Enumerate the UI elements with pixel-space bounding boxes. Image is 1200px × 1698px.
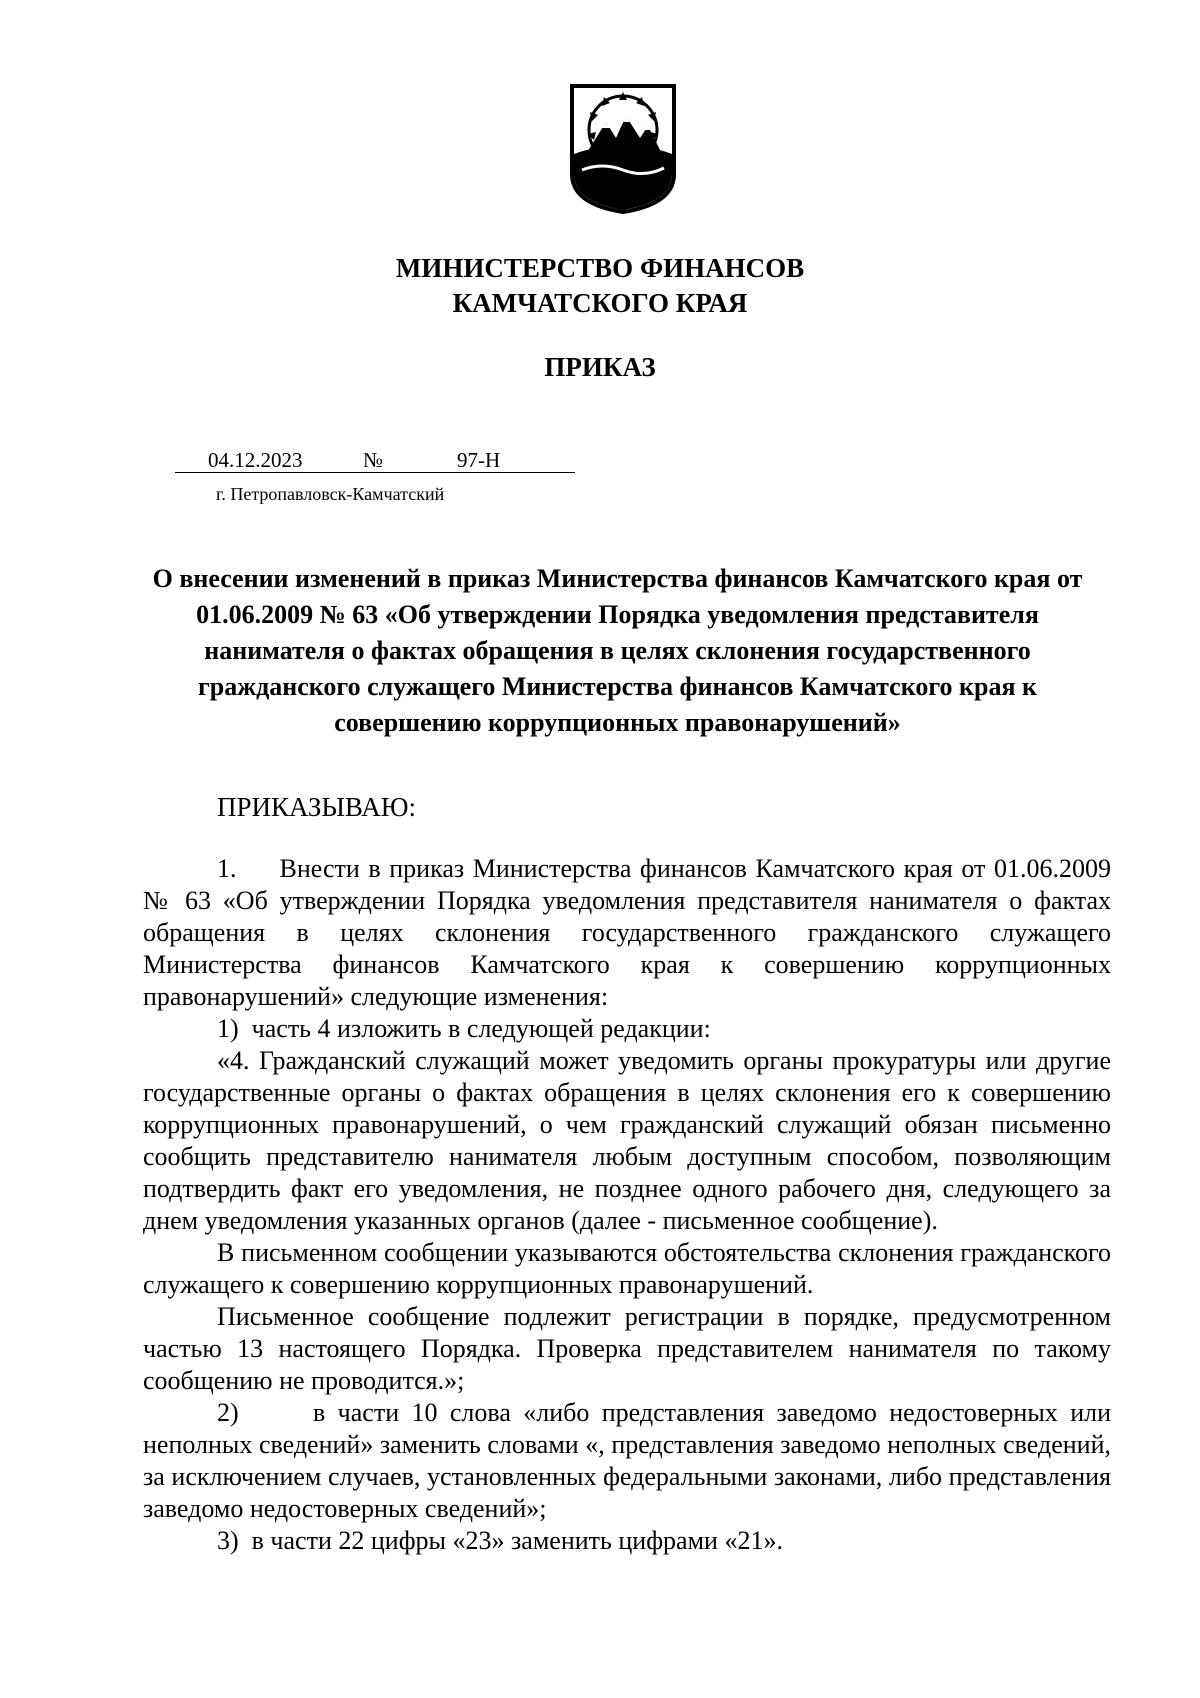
command-word: ПРИКАЗЫВАЮ: — [217, 792, 416, 822]
order-date: 04.12.2023 — [208, 448, 303, 472]
document-type-title: ПРИКАЗ — [544, 352, 656, 382]
paragraph-quote-4-b: Письменное сообщение подлежит регистрации в порядке, предусмотренном частью 13 настоящего Порядка. Проверка представителем нанимателя по такому сообщению не проводится.»; — [143, 1302, 1111, 1395]
ministry-name-line2: КАМЧАТСКОГО КРАЯ — [452, 288, 748, 318]
requisites-underline — [175, 472, 575, 473]
number-sign: № — [363, 448, 384, 472]
paragraph-1-3: 3) в части 22 цифры «23» заменить цифрами «21». — [217, 1526, 783, 1555]
order-body — [143, 853, 1111, 1557]
paragraph-1-2: 2) в части 10 слова «либо представления заведомо недостоверных или неполных сведений» заменить словами «, представления заведомо неполных сведений, за исключением случаев, установленных федеральными законами, либо представления заведомо недостоверных сведений»; — [143, 1398, 1111, 1523]
paragraph-1-1: 1) часть 4 изложить в следующей редакции: — [217, 1014, 711, 1043]
paragraph-quote-4-a: В письменном сообщении указываются обстоятельства склонения гражданского служащего к совершению коррупционных правонарушений. — [143, 1238, 1111, 1299]
ministry-name-line1: МИНИСТЕРСТВО ФИНАНСОВ — [395, 253, 805, 283]
order-number: 97-Н — [457, 448, 501, 472]
issue-city: г. Петропавловск-Камчатский — [216, 484, 445, 504]
paragraph-1: 1. Внести в приказ Министерства финансов Камчатского края от 01.06.2009 № 63 «Об утверждении Порядка уведомления представителя нанимателя о фактах обращения в целях склонения государственного гражданского служащего Министерства финансов Камчатского края к совершению коррупционных правонарушений» следующие изменения: — [143, 854, 1111, 1011]
kamchatka-coat-of-arms-icon — [568, 82, 678, 216]
paragraph-quote-4: «4. Гражданский служащий может уведомить органы прокуратуры или другие государственные органы о фактах обращения в целях склонения его к совершению коррупционных правонарушений, о чем гражданский служащий обязан письменно сообщить представителю нанимателя любым доступным способом, позволяющим подтвердить факт его уведомления, не позднее одного рабочего дня, следующего за днем уведомления указанных органов (далее - письменное сообщение). — [143, 1046, 1111, 1235]
order-subject: О внесении изменений в приказ Министерства финансов Камчатского края от 01.06.2009 № 63 «Об утверждении Порядка уведомления представителя нанимателя о фактах обращения в целях склонения государственного гражданского служащего Министерства финансов Камчатского края к совершению коррупционных правонарушений» — [152, 564, 1083, 737]
